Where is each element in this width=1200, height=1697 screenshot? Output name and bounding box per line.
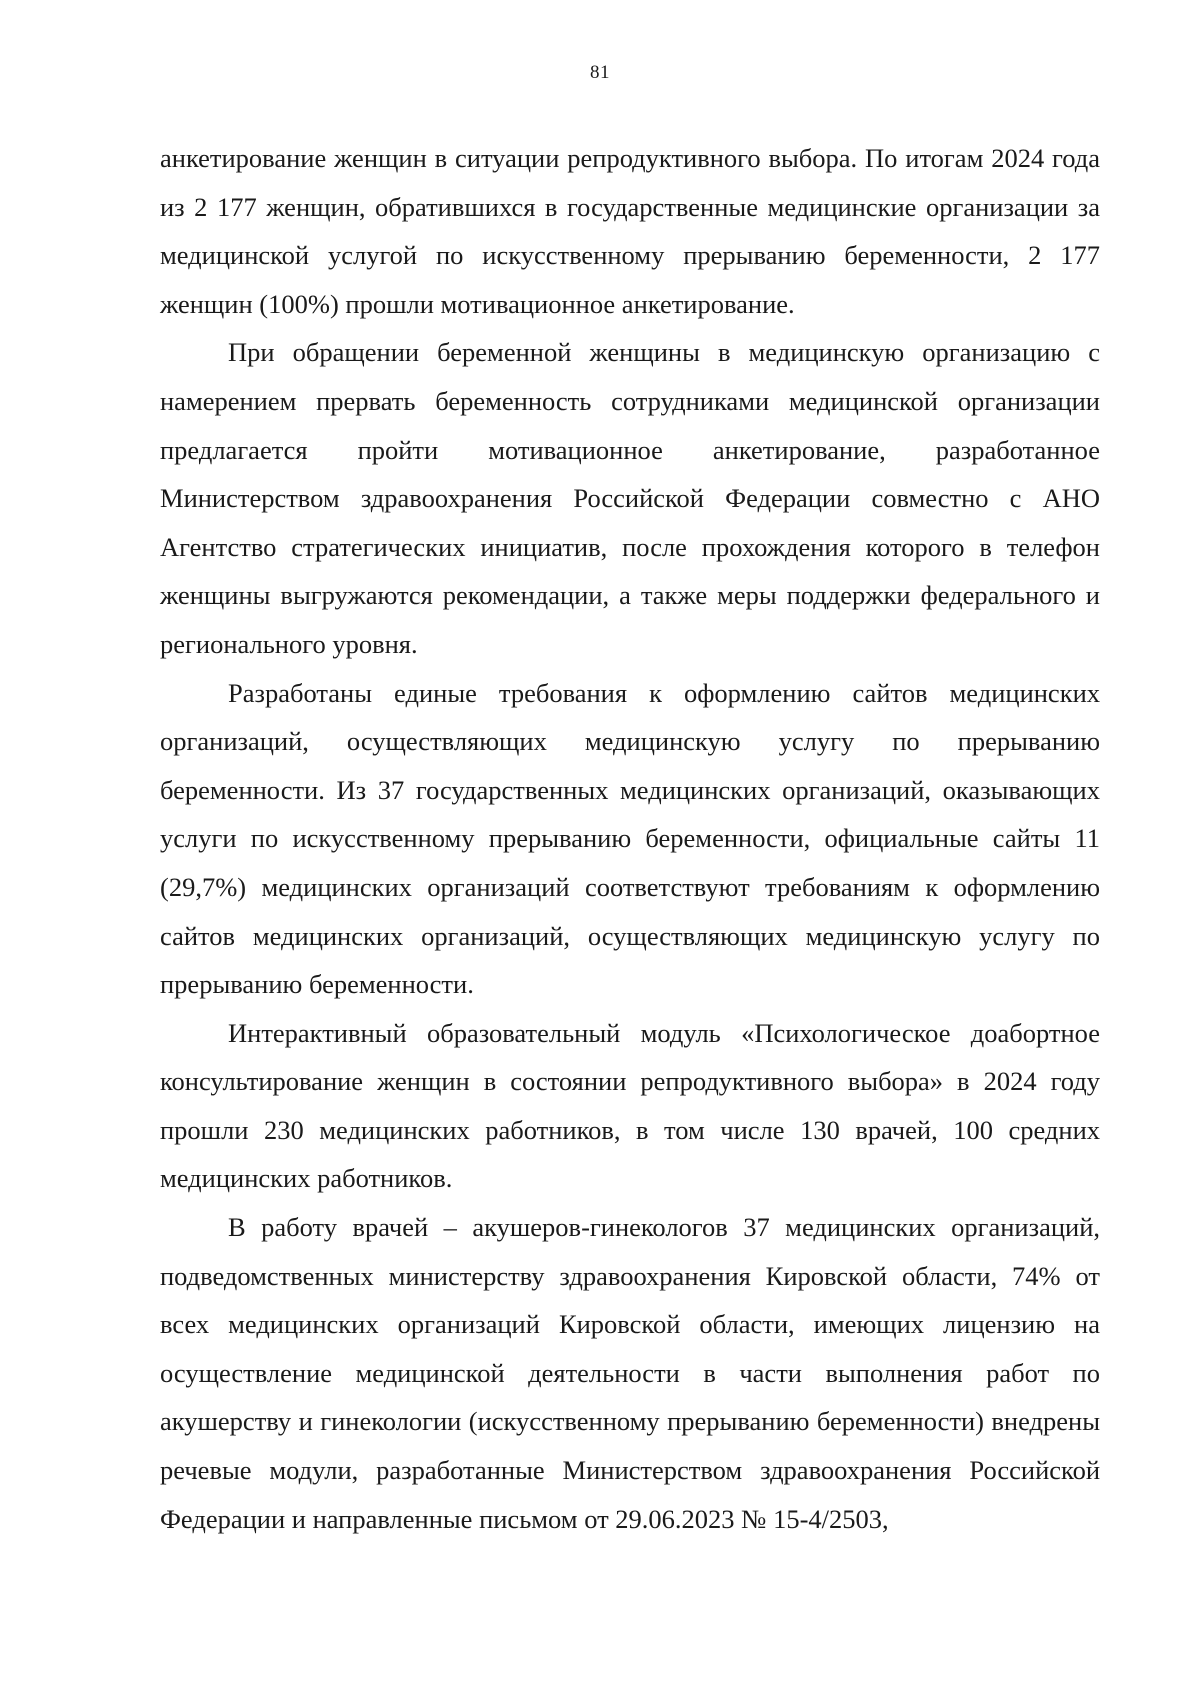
paragraph-survey-results: анкетирование женщин в ситуации репродуктивного выбора. По итогам 2024 года из 2 177 женщин, обратившихся в государственные медицинские организации за медицинской услугой по искусственному прерыванию беременности, 2 177 женщин (100%) прошли мотивационное анкетирование. <box>160 143 1100 319</box>
paragraph-website-requirements: Разработаны единые требования к оформлению сайтов медицинских организаций, осуществляющих медицинскую услугу по прерыванию беременности. Из 37 государственных медицинских организаций, оказывающих услуги по искусственному прерыванию беременности, официальные сайты 11 (29,7%) медицинских организаций соответствуют требованиям к оформлению сайтов медицинских организаций, осуществляющих медицинскую услугу по прерыванию беременности. <box>160 677 1100 1000</box>
paragraph-speech-modules: В работу врачей – акушеров-гинекологов 37 медицинских организаций, подведомственных министерству здравоохранения Кировской области, 74% от всех медицинских организаций Кировской области, имеющих лицензию на осуществление медицинской деятельности в части выполнения работ по акушерству и гинекологии (искусственному прерыванию беременности) внедрены речевые модули, разработанные Министерством здравоохранения Российской Федерации и направленные письмом от 29.06.2023 № 15-4/2503, <box>160 1212 1100 1534</box>
paragraph-motivational-survey: При обращении беременной женщины в медицинскую организацию с намерением прервать беременность сотрудниками медицинской организации предлагается пройти мотивационное анкетирование, разработанное Министерством здравоохранения Российской Федерации совместно с АНО Агентство стратегических инициатив, после прохождения которого в телефон женщины выгружаются рекомендации, а также меры поддержки федерального и регионального уровня. <box>160 337 1100 659</box>
page-number: 81 <box>590 62 610 83</box>
document-body <box>160 134 1100 1543</box>
paragraph-education-module: Интерактивный образовательный модуль «Психологическое доабортное консультирование женщин в состоянии репродуктивного выбора» в 2024 году прошли 230 медицинских работников, в том числе 130 врачей, 100 средних медицинских работников. <box>160 1017 1100 1194</box>
